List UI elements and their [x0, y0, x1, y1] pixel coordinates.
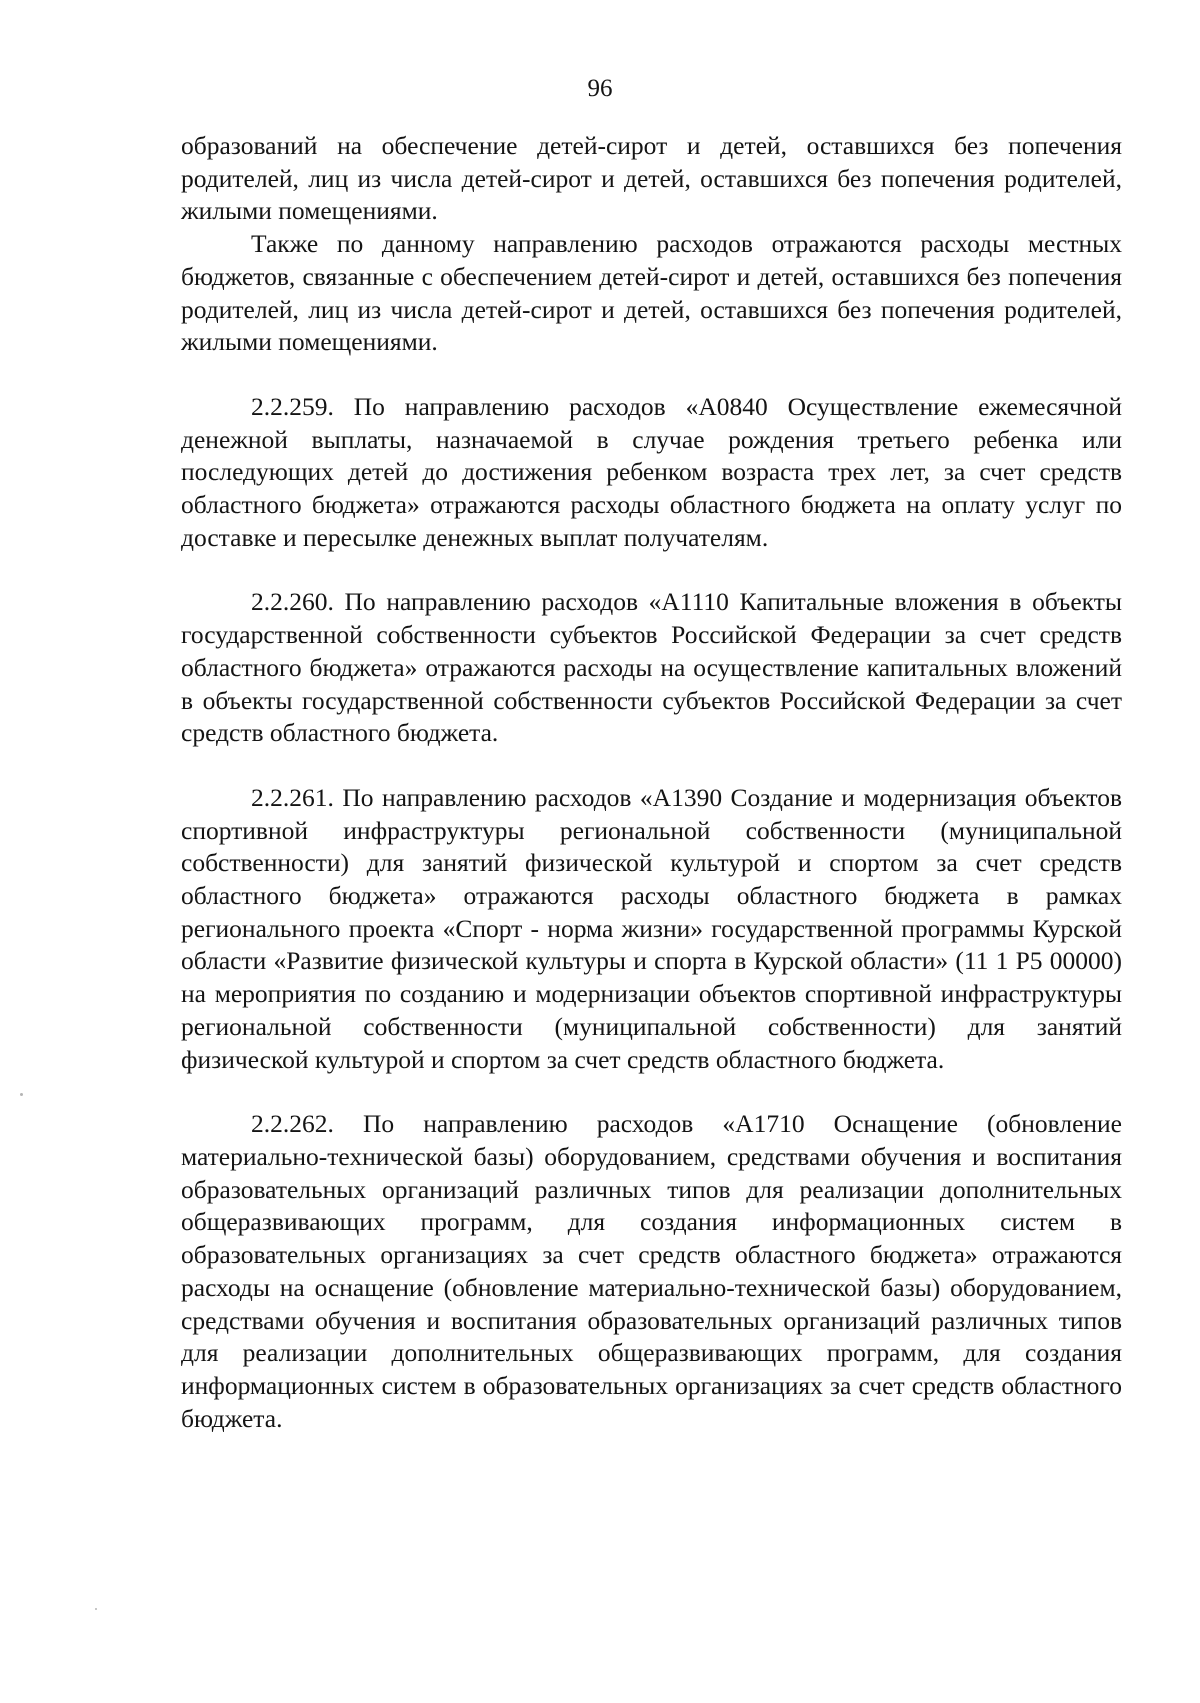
paragraph-local-budgets: Также по данному направлению расходов отражаются расходы местных бюджетов, связанные с обеспечением детей-сирот и детей, оставшихся без попечения родителей, лиц из числа детей-сирот и детей, оставшихся без попечения родителей, жилыми помещениями. [181, 229, 1122, 357]
scan-speck [20, 1093, 23, 1096]
page-number: 96 [587, 75, 613, 102]
paragraph-continuation: образований на обеспечение детей-сирот и детей, оставшихся без попечения родителей, лиц из числа детей-сирот и детей, оставшихся без попечения родителей, жилыми помещениями. [181, 131, 1122, 226]
paragraph-2-2-261: 2.2.261. По направлению расходов «А1390 Создание и модернизация объектов спортивной инфраструктуры региональной собственности (муниципальной собственности) для занятий физической культурой и спортом за счет средств областного бюджета» отражаются расходы областного бюджета в рамках регионального проекта «Спорт - норма жизни» государственной программы Курской области «Развитие физической культуры и спорта в Курской области» (11 1 Р5 00000) на мероприятия по созданию и модернизации объектов спортивной инфраструктуры региональной собственности (муниципальной собственности) для занятий физической культурой и спортом за счет средств областного бюджета. [181, 782, 1122, 1074]
document-body [181, 130, 1122, 1435]
paragraph-2-2-259: 2.2.259. По направлению расходов «А0840 Осуществление ежемесячной денежной выплаты, назначаемой в случае рождения третьего ребенка или последующих детей до достижения ребенком возраста трех лет, за счет средств областного бюджета» отражаются расходы областного бюджета на оплату услуг по доставке и пересылке денежных выплат получателям. [181, 391, 1122, 552]
scan-speck [95, 1608, 97, 1610]
paragraph-2-2-262: 2.2.262. По направлению расходов «А1710 Оснащение (обновление материально-технической базы) оборудованием, средствами обучения и воспитания образовательных организаций различных типов для реализации дополнительных общеразвивающих программ, для создания информационных систем в образовательных организациях за счет средств областного бюджета» отражаются расходы на оснащение (обновление материально-технической базы) оборудованием, средствами обучения и воспитания образовательных организаций различных типов для реализации дополнительных общеразвивающих программ, для создания информационных систем в образовательных организациях за счет средств областного бюджета. [181, 1109, 1122, 1433]
paragraph-2-2-260: 2.2.260. По направлению расходов «А1110 Капитальные вложения в объекты государственной собственности субъектов Российской Федерации за счет средств областного бюджета» отражаются расходы на осуществление капитальных вложений в объекты государственной собственности субъектов Российской Федерации за счет средств областного бюджета. [181, 587, 1122, 748]
